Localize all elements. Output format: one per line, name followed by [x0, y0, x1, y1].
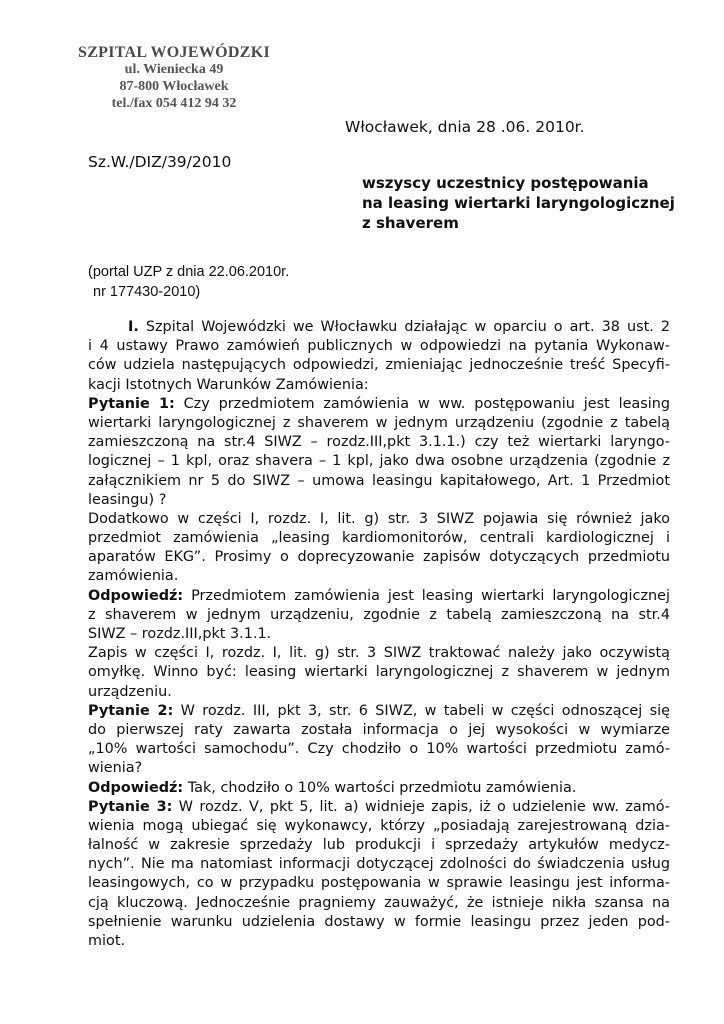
date-line: Włocławek, dnia 28 .06. 2010r. — [345, 118, 585, 136]
body-line — [88, 759, 670, 778]
body-line-text: łalność w zakresie sprzedaży lub produkcji i sprzedaży artykułów medycz- — [88, 837, 670, 854]
body-line-text: załącznikiem nr 5 do SIWZ – umowa leasingu kapitałowego, Art. 1 Przedmiot — [88, 472, 670, 489]
body-line — [88, 414, 670, 433]
body-line-text: „10% wartości samochodu”. Czy chodziło o 10% wartości przedmiotu zamó- — [88, 741, 670, 758]
body-line-text: zamówienia. — [88, 568, 179, 585]
body-line-label: Pytanie 1: — [88, 395, 175, 412]
body-line — [88, 817, 670, 836]
portal-line: nr 177430-2010) — [93, 284, 201, 300]
body-line-text: spełnienie warunku udzielenia dostawy w formie leasingu przez jeden pod- — [88, 913, 670, 930]
reference-number: Sz.W./DIZ/39/2010 — [88, 153, 232, 171]
hospital-city: 87-800 Włocławek — [119, 79, 229, 94]
body-line — [88, 433, 670, 452]
body-line — [88, 356, 670, 375]
body-line-label: I. — [128, 319, 139, 335]
body-line — [88, 702, 670, 721]
body-line-label: Odpowiedź: — [88, 587, 184, 604]
body-line — [88, 855, 670, 874]
body-line — [88, 318, 670, 337]
body-line-text: omyłkę. Winno być: leasing wiertarki laryngologicznej z shaverem w jednym — [88, 664, 670, 681]
body-line-text: Czy przedmiotem zamówienia w ww. postępowaniu jest leasing — [174, 395, 670, 412]
letter-body — [88, 318, 670, 951]
body-line-text: Dodatkowo w części I, rozdz. I, lit. g) str. 3 SIWZ pojawia się również jako — [88, 510, 670, 527]
body-line — [88, 491, 670, 510]
body-line — [88, 376, 670, 395]
portal-line: (portal UZP z dnia 22.06.2010r. — [88, 264, 290, 280]
body-line-text: wienia? — [88, 760, 143, 777]
body-line-text: leasingu) ? — [88, 491, 167, 508]
body-line — [88, 529, 670, 548]
body-line — [88, 932, 670, 951]
body-line — [88, 337, 670, 356]
body-line — [88, 798, 670, 817]
body-line-text: Szpital Wojewódzki we Włocławku działając w oparciu o art. 38 ust. 2 — [138, 319, 670, 335]
body-line-text: aparatów EKG”. Prosimy o doprecyzowanie zapisów dotyczących przedmiotu — [88, 549, 670, 566]
body-line-text: wiertarki laryngologicznej z shaverem w jednym urządzeniu (zgodnie z tabelą — [88, 414, 670, 431]
body-line — [88, 452, 670, 471]
body-line-text: z shaverem w jednym urządzeniu, zgodnie z tabelą zamieszczoną na str.4 — [88, 606, 670, 623]
body-line — [88, 606, 670, 625]
body-line — [88, 587, 670, 606]
body-line — [88, 874, 670, 893]
body-line-text: i 4 ustawy Prawo zamówień publicznych w odpowiedzi na pytania Wykonaw- — [88, 338, 670, 355]
body-line — [88, 625, 670, 644]
addressee-block — [362, 173, 675, 233]
addressee-line: wszyscy uczestnicy postępowania — [362, 174, 649, 192]
body-line-text: urządzeniu. — [88, 683, 172, 700]
body-line-text: wienia mogą ubiegać się wykonawcy, którzy „posiadają zarejestrowaną dzia- — [88, 817, 670, 834]
body-line-label: Odpowiedź: — [88, 779, 184, 796]
body-line-text: nych”. Nie ma natomiast informacji dotyczącej zdolności do świadczenia usług — [88, 856, 670, 873]
body-line — [88, 567, 670, 586]
body-line-label: Pytanie 2: — [88, 702, 174, 719]
body-line-text: logicznej – 1 kpl, oraz shavera – 1 kpl, jako dwa osobne urządzenia (zgodnie z — [88, 453, 670, 470]
body-line — [88, 644, 670, 663]
body-line — [88, 779, 670, 798]
hospital-name: SZPITAL WOJEWÓDZKI — [78, 44, 270, 61]
body-line-text: ców udziela następujących odpowiedzi, zmieniając jednocześnie treść Specyfi- — [88, 357, 670, 374]
body-line — [88, 836, 670, 855]
body-line-label: Pytanie 3: — [88, 798, 173, 815]
portal-reference — [88, 262, 289, 302]
body-line — [88, 740, 670, 759]
addressee-line: na leasing wiertarki laryngologicznej — [362, 194, 675, 212]
body-line — [88, 395, 670, 414]
body-line — [88, 663, 670, 682]
body-line-text: kacji Istotnych Warunków Zamówienia: — [88, 376, 369, 393]
body-line-text: Przedmiotem zamówienia jest leasing wiertarki laryngologicznej — [183, 587, 670, 604]
body-line-text: SIWZ – rozdz.III,pkt 3.1.1. — [88, 626, 272, 642]
body-line — [88, 894, 670, 913]
body-line-text: do pierwszej raty zawarta została informacja o jej wysokości w wymiarze — [88, 721, 670, 738]
body-line — [88, 472, 670, 491]
addressee-line: z shaverem — [362, 214, 459, 232]
body-line — [88, 913, 670, 932]
body-line-text: cją kluczową. Jednocześnie pragniemy zauważyć, że istnieje nikła szansa na — [88, 894, 670, 911]
body-line — [88, 721, 670, 740]
body-line — [88, 683, 670, 702]
body-line-text: W rozdz. V, pkt 5, lit. a) widnieje zapis, iż o udzielenie ww. zamó- — [172, 798, 670, 815]
body-line-text: W rozdz. III, pkt 3, str. 6 SIWZ, w tabeli w części odnoszącej się — [173, 702, 670, 719]
body-line-text: przedmiot zamówienia „leasing kardiomonitorów, centrali kardiologicznej i — [88, 530, 670, 547]
body-line-text: leasingowych, co w przypadku postępowania w sprawie leasingu jest informa- — [88, 875, 670, 892]
body-line-text: Tak, chodziło o 10% wartości przedmiotu zamówienia. — [183, 779, 577, 796]
body-line-text: miot. — [88, 933, 126, 949]
body-line-text: zamieszczoną na str.4 SIWZ – rozdz.III,pkt 3.1.1.) czy też wiertarki laryngo- — [88, 434, 670, 451]
hospital-phone: tel./fax 054 412 94 32 — [111, 96, 237, 111]
body-line-text: Zapis w części I, rozdz. I, lit. g) str. 3 SIWZ traktować należy jako oczywistą — [88, 645, 670, 662]
body-line — [88, 510, 670, 529]
hospital-letterhead — [60, 44, 288, 112]
body-line — [88, 548, 670, 567]
hospital-street: ul. Wieniecka 49 — [124, 62, 224, 77]
